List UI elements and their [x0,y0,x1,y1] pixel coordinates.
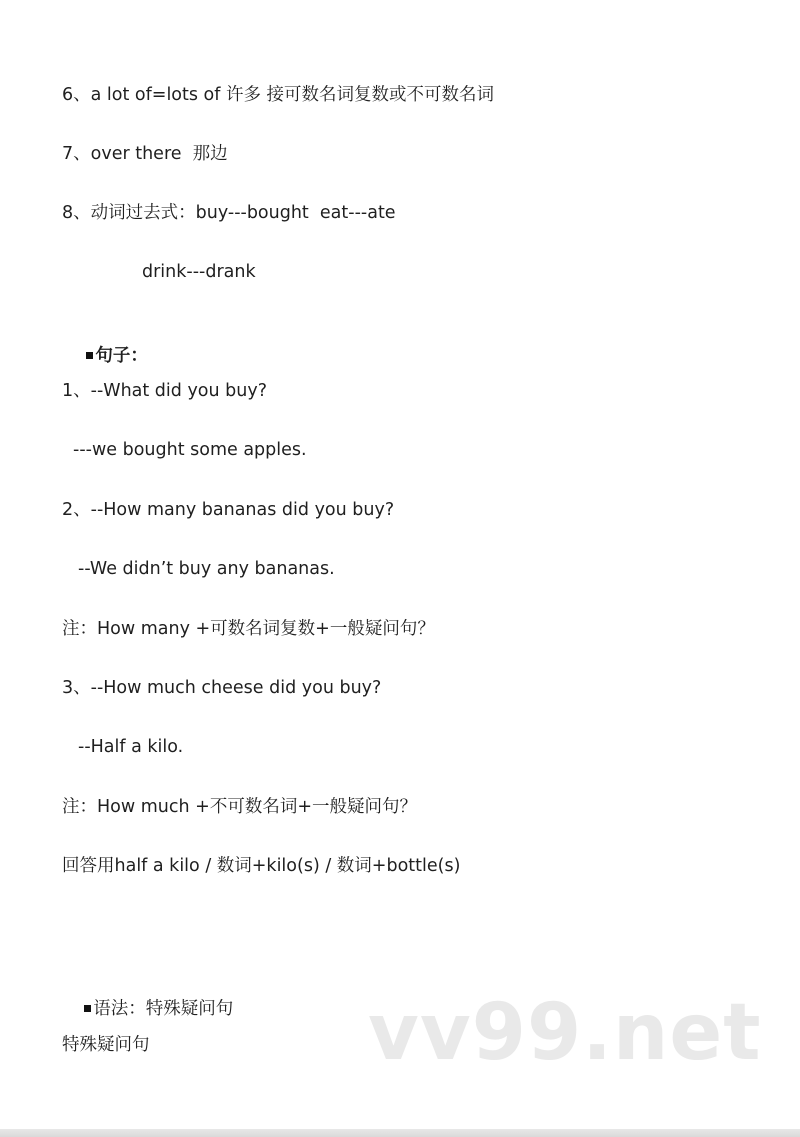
sentence-1-question: 1、--What did you buy? [62,381,268,401]
square-bullet-icon [84,1005,91,1012]
note-how-many: 注：How many +可数名词复数+一般疑问句？ [62,619,435,639]
section-heading-label: 语法：特殊疑问句 [93,999,234,1019]
grammar-topic-line: 特殊疑问句 [62,1035,150,1055]
vocab-line-6: 6、a lot of=lots of 许多 接可数名词复数或不可数名词 [62,85,495,105]
square-bullet-icon [86,352,93,359]
sentence-3-question: 3、--How much cheese did you buy? [62,678,382,698]
sentence-2-answer: --We didn’t buy any bananas. [78,559,335,579]
note-how-much: 注：How much +不可数名词+一般疑问句？ [62,797,417,817]
sentence-2-question: 2、--How many bananas did you buy? [62,500,395,520]
sentence-1-answer: ---we bought some apples. [73,440,307,460]
page-bottom-edge [0,1129,800,1137]
vocab-line-8: 8、动词过去式：buy---bought eat---ate [62,203,396,223]
vocab-line-8-continued: drink---drank [142,262,256,282]
vocab-line-7: 7、over there 那边 [62,144,228,164]
sentence-3-answer: --Half a kilo. [78,737,184,757]
watermark: vv99.net [368,988,762,1078]
answer-pattern-line: 回答用half a kilo / 数词+kilo(s) / 数词+bottle(s) [62,856,461,876]
section-heading-label: 句子： [95,346,148,366]
